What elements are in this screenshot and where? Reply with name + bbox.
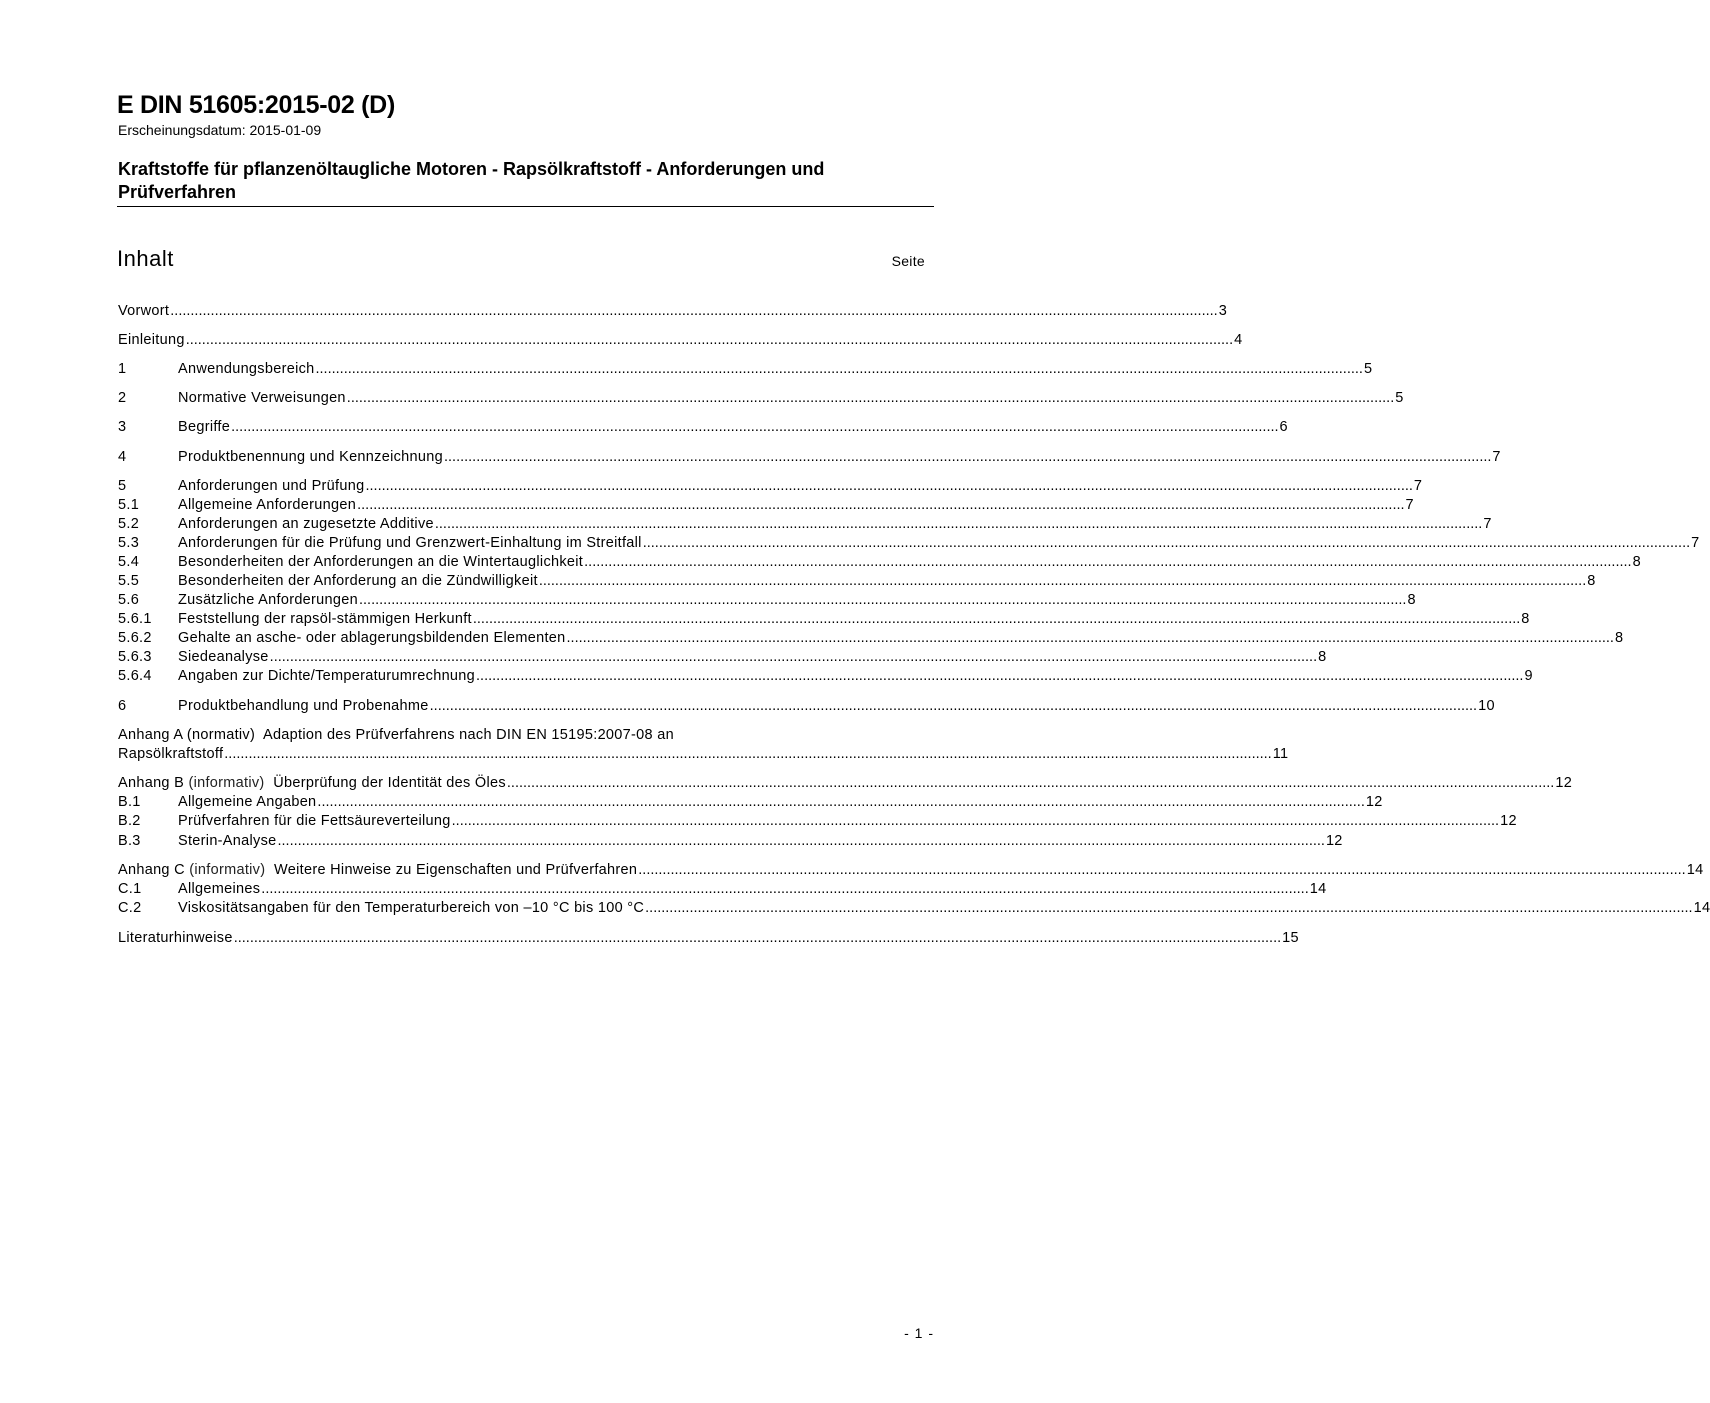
toc-entry[interactable] <box>118 812 1517 831</box>
toc-entry[interactable] <box>118 610 1530 629</box>
toc-entry[interactable] <box>118 448 1501 467</box>
toc-entry-number: C.1 <box>118 881 142 897</box>
annex-b-title: Überprüfung der Identität des Öles <box>273 775 506 791</box>
toc-entry-title: Gehalte an asche- oder ablagerungsbildenden Elementen <box>178 630 566 646</box>
annex-c-note: (informativ) <box>189 862 266 878</box>
toc-entry-page: 8 <box>1587 573 1596 589</box>
dot-leader: .................................................................................................................................................................................................................................................................... <box>429 698 1478 714</box>
toc-entry[interactable] <box>118 553 1641 572</box>
toc-entry-number: B.1 <box>118 794 141 810</box>
dot-leader: .................................................................................................................................................................................................................................................................... <box>185 332 1234 348</box>
annex-c-heading <box>118 861 637 880</box>
toc-entry-number: 5.6.2 <box>118 630 152 646</box>
bibliography-entry[interactable] <box>118 929 1299 948</box>
toc-entry[interactable] <box>118 899 1710 918</box>
bibliography-page: 15 <box>1282 930 1299 946</box>
toc-entry[interactable] <box>118 389 1404 408</box>
dot-leader: .................................................................................................................................................................................................................................................................... <box>261 881 1309 897</box>
toc-entry-number: 5.2 <box>118 516 140 532</box>
toc-entry-page: 7 <box>1691 535 1700 551</box>
dot-leader: .................................................................................................................................................................................................................................................................... <box>645 900 1693 916</box>
toc-entry[interactable] <box>118 477 1423 496</box>
annex-c-page: 14 <box>1686 862 1704 878</box>
toc-entry-title: Produktbenennung und Kennzeichnung <box>178 449 443 465</box>
annex-c-label: Anhang C <box>118 862 185 878</box>
toc-entry-number: 2 <box>118 390 127 406</box>
dot-leader: .................................................................................................................................................................................................................................................................... <box>315 361 1363 377</box>
toc-entry-title: Einleitung <box>118 332 185 348</box>
toc-entry-number: 5.6 <box>118 592 140 608</box>
annex-a-heading[interactable] <box>118 726 878 745</box>
dot-leader: .................................................................................................................................................................................................................................................................... <box>584 554 1632 570</box>
dot-leader: .................................................................................................................................................................................................................................................................... <box>642 535 1691 551</box>
toc-entry-page: 4 <box>1234 332 1243 348</box>
toc-entry[interactable] <box>118 832 1343 851</box>
toc-entry-number: 5.3 <box>118 535 140 551</box>
dot-leader: .................................................................................................................................................................................................................................................................... <box>538 573 1587 589</box>
annex-b-heading <box>118 774 506 793</box>
toc-entry-page: 5 <box>1395 390 1404 406</box>
toc-entry-number: 4 <box>118 449 127 465</box>
toc-entry-number: 1 <box>118 361 127 377</box>
dot-leader: .................................................................................................................................................................................................................................................................... <box>317 794 1365 810</box>
annex-b-label: Anhang B <box>118 775 185 791</box>
toc-entry[interactable] <box>118 667 1533 686</box>
toc-entry-title: Siedeanalyse <box>178 649 269 665</box>
toc-entry-page: 14 <box>1693 900 1710 916</box>
toc-heading: Inhalt <box>117 246 174 271</box>
bibliography-title: Literaturhinweise <box>118 930 233 946</box>
dot-leader: .................................................................................................................................................................................................................................................................... <box>269 649 1318 665</box>
toc-entry-title: Besonderheiten der Anforderungen an die Wintertauglichkeit <box>178 554 584 570</box>
annex-a-entry[interactable] <box>118 745 1289 764</box>
toc-entry-title: Vorwort <box>118 303 170 319</box>
toc-entry-number: 5.6.1 <box>118 611 152 627</box>
toc-entry-number: 3 <box>118 419 127 435</box>
dot-leader: .................................................................................................................................................................................................................................................................... <box>233 930 1282 946</box>
toc-entry-page: 7 <box>1492 449 1501 465</box>
dot-leader: .................................................................................................................................................................................................................................................................... <box>451 813 1500 829</box>
toc-entry-page: 5 <box>1363 361 1373 377</box>
toc-entry[interactable] <box>118 302 1228 321</box>
annex-a-title-line1: Adaption des Prüfverfahrens nach DIN EN 15195:2007-08 an <box>262 727 674 743</box>
dot-leader: .................................................................................................................................................................................................................................................................... <box>476 668 1524 684</box>
annex-c-title: Weitere Hinweise zu Eigenschaften und Prüfverfahren <box>274 862 638 878</box>
dot-leader: .................................................................................................................................................................................................................................................................... <box>506 775 1555 791</box>
toc-entry-number: 5.5 <box>118 573 140 589</box>
dot-leader: .................................................................................................................................................................................................................................................................... <box>224 746 1272 762</box>
toc-entry-page: 12 <box>1325 833 1343 849</box>
toc-entry-page: 14 <box>1309 881 1327 897</box>
toc-entry-page: 8 <box>1521 611 1530 627</box>
toc-entry-title: Besonderheiten der Anforderung an die Zündwilligkeit <box>178 573 538 589</box>
toc-entry[interactable] <box>118 629 1624 648</box>
annex-b-note: (informativ) <box>188 775 265 791</box>
toc-entry-page: 8 <box>1614 630 1624 646</box>
dot-leader: .................................................................................................................................................................................................................................................................... <box>357 497 1405 513</box>
toc-entry-title: Prüfverfahren für die Fettsäureverteilung <box>178 813 451 829</box>
toc-entry-title: Anforderungen und Prüfung <box>178 478 365 494</box>
annex-a-title-line2: Rapsölkraftstoff <box>118 746 224 762</box>
toc-entry-number: 5.6.4 <box>118 668 152 684</box>
toc-entry-number: 5.4 <box>118 554 140 570</box>
toc-entry-title: Zusätzliche Anforderungen <box>178 592 358 608</box>
title-rule <box>117 206 934 207</box>
toc-entry-page: 6 <box>1279 419 1288 435</box>
toc-entry[interactable] <box>118 697 1495 716</box>
toc-entry[interactable] <box>118 515 1492 534</box>
toc-entry-number: 5.1 <box>118 497 140 513</box>
annex-a-label: Anhang A <box>118 727 183 743</box>
toc-entry[interactable] <box>118 360 1373 379</box>
toc-entry-title: Normative Verweisungen <box>178 390 346 406</box>
toc-entry-number: B.3 <box>118 833 141 849</box>
toc-entry-page: 7 <box>1405 497 1414 513</box>
toc-entry-number: 5.6.3 <box>118 649 152 665</box>
toc-entry-title: Produktbehandlung und Probenahme <box>178 698 429 714</box>
toc-entry-number: 6 <box>118 698 127 714</box>
toc-entry-title: Anforderungen für die Prüfung und Grenzwert-Einhaltung im Streitfall <box>178 535 642 551</box>
toc-entry-title: Allgemeines <box>178 881 261 897</box>
toc-entry-title: Viskositätsangaben für den Temperaturbereich von –10 °C bis 100 °C <box>178 900 645 916</box>
toc-entry[interactable] <box>118 648 1327 667</box>
dot-leader: .................................................................................................................................................................................................................................................................... <box>472 611 1521 627</box>
dot-leader: .................................................................................................................................................................................................................................................................... <box>365 478 1413 494</box>
toc-entry[interactable] <box>118 534 1700 553</box>
toc-entry-title: Anwendungsbereich <box>178 361 315 377</box>
issue-date: Erscheinungsdatum: 2015-01-09 <box>118 122 322 138</box>
annex-a-note: (normativ) <box>186 727 256 743</box>
dot-leader: .................................................................................................................................................................................................................................................................... <box>443 449 1492 465</box>
toc-entry[interactable] <box>118 418 1288 437</box>
toc-entry[interactable] <box>118 591 1416 610</box>
dot-leader: .................................................................................................................................................................................................................................................................... <box>566 630 1614 646</box>
toc-entry-title: Allgemeine Angaben <box>178 794 317 810</box>
dot-leader: .................................................................................................................................................................................................................................................................... <box>434 516 1483 532</box>
toc-entry-page: 10 <box>1478 698 1495 714</box>
document-title: Kraftstoffe für pflanzenöltaugliche Motoren - Rapsölkraftstoff - Anforderungen und Prüfverfahren <box>118 159 825 202</box>
toc-entry-number: B.2 <box>118 813 141 829</box>
toc-entry-page: 7 <box>1413 478 1423 494</box>
toc-entry-page: 7 <box>1483 516 1492 532</box>
toc-entry-page: 9 <box>1524 668 1533 684</box>
standard-id: E DIN 51605:2015-02 (D) <box>117 91 395 119</box>
toc-entry-page: 8 <box>1632 554 1641 570</box>
dot-leader: .................................................................................................................................................................................................................................................................... <box>346 390 1395 406</box>
toc-entry-page: 12 <box>1365 794 1383 810</box>
toc-entry[interactable] <box>118 572 1596 591</box>
annex-b-entry[interactable] <box>118 774 1573 793</box>
toc-entry-title: Anforderungen an zugesetzte Additive <box>178 516 434 532</box>
toc-entry-number: C.2 <box>118 900 142 916</box>
toc-entry-title: Angaben zur Dichte/Temperaturumrechnung <box>178 668 476 684</box>
dot-leader: .................................................................................................................................................................................................................................................................... <box>170 303 1218 319</box>
toc-entry-title: Begriffe <box>178 419 231 435</box>
annex-a-page: 11 <box>1272 746 1289 762</box>
toc-entry[interactable] <box>118 496 1414 515</box>
toc-entry-title: Feststellung der rapsöl-stämmigen Herkunft <box>178 611 472 627</box>
toc-entry[interactable] <box>118 880 1327 899</box>
dot-leader: .................................................................................................................................................................................................................................................................... <box>231 419 1279 435</box>
toc-entry-title: Sterin-Analyse <box>178 833 277 849</box>
toc-entry-page: 3 <box>1218 303 1228 319</box>
toc-entry-number: 5 <box>118 478 127 494</box>
page-column-label: Seite <box>891 253 925 269</box>
toc-entry-page: 8 <box>1318 649 1327 665</box>
dot-leader: .................................................................................................................................................................................................................................................................... <box>359 592 1407 608</box>
dot-leader: .................................................................................................................................................................................................................................................................... <box>277 833 1325 849</box>
toc-entry[interactable] <box>118 793 1383 812</box>
toc-entry[interactable] <box>118 331 1243 350</box>
annex-b-page: 12 <box>1555 775 1573 791</box>
toc-entry-title: Allgemeine Anforderungen <box>178 497 357 513</box>
toc-entry-page: 12 <box>1500 813 1517 829</box>
page-number: - 1 - <box>904 1325 934 1341</box>
toc-entry-page: 8 <box>1407 592 1416 608</box>
annex-c-entry[interactable] <box>118 861 1704 880</box>
dot-leader: .................................................................................................................................................................................................................................................................... <box>638 862 1686 878</box>
